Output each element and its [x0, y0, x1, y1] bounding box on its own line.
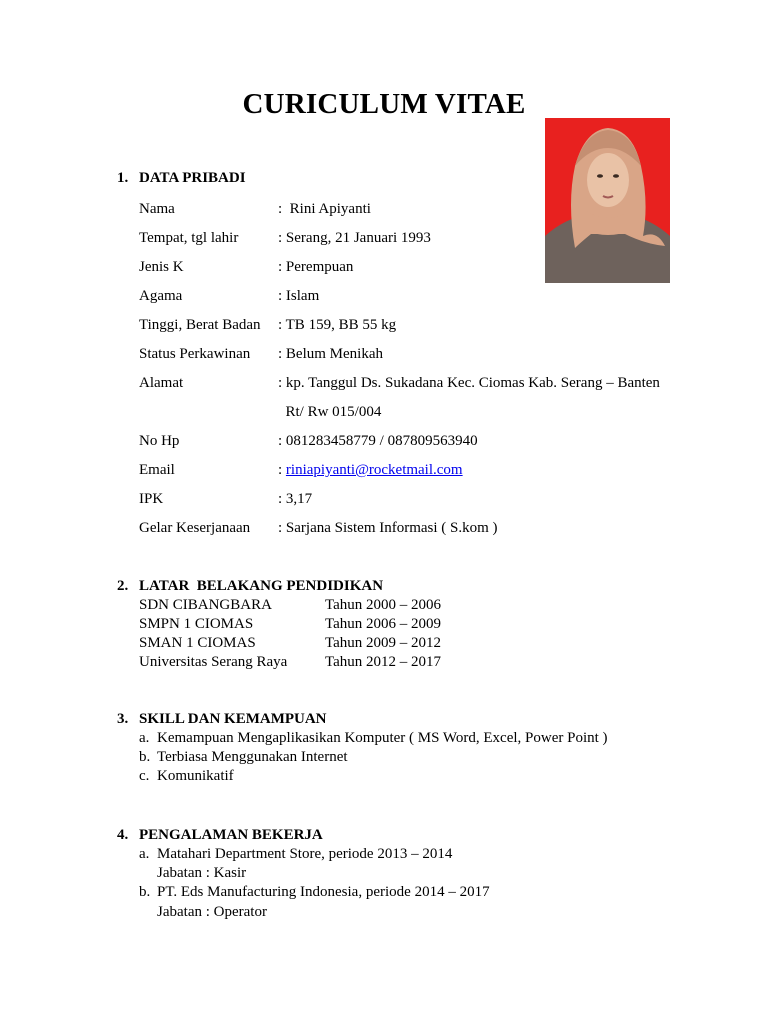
school-years: Tahun 2012 – 2017	[325, 654, 442, 670]
field-label: IPK	[139, 491, 164, 507]
field-value: : Belum Menikah	[278, 346, 383, 362]
school-name: SMPN 1 CIOMAS	[139, 616, 254, 632]
experience-role: Jabatan : Kasir	[157, 865, 247, 881]
field-value: : 3,17	[278, 491, 313, 507]
education-item	[139, 616, 442, 633]
school-years: Tahun 2009 – 2012	[325, 635, 442, 651]
field-value: : Sarjana Sistem Informasi ( S.kom )	[278, 520, 498, 536]
field-value	[278, 462, 463, 479]
field-value: : kp. Tanggul Ds. Sukadana Kec. Ciomas Kab. Serang – Banten	[278, 375, 660, 391]
field-label: Agama	[139, 288, 183, 304]
list-marker: a.	[139, 846, 150, 862]
section-heading-pengalaman: 4. PENGALAMAN BEKERJA	[117, 827, 323, 843]
school-name: Universitas Serang Raya	[139, 654, 288, 670]
field-label: Gelar Keserjanaan	[139, 520, 251, 536]
skill-text: Komunikatif	[157, 768, 234, 784]
field-value: Rt/ Rw 015/004	[278, 404, 382, 420]
education-item	[139, 654, 442, 671]
school-name: SDN CIBANGBARA	[139, 597, 272, 613]
education-item	[139, 635, 442, 652]
field-label: Nama	[139, 201, 175, 217]
experience-role: Jabatan : Operator	[157, 904, 267, 920]
experience-text: PT. Eds Manufacturing Indonesia, periode 2014 – 2017	[157, 884, 490, 900]
list-marker: b.	[139, 884, 151, 900]
email-link[interactable]: riniapiyanti@rocketmail.com	[285, 462, 463, 478]
section-heading-data-pribadi: 1. DATA PRIBADI	[117, 170, 246, 186]
field-label: Status Perkawinan	[139, 346, 251, 362]
education-item	[139, 597, 442, 614]
skill-item	[139, 749, 348, 766]
list-marker: c.	[139, 768, 150, 784]
skill-text: Terbiasa Menggunakan Internet	[157, 749, 348, 765]
school-name: SMAN 1 CIOMAS	[139, 635, 256, 651]
email-colon: :	[278, 462, 286, 478]
field-label: Alamat	[139, 375, 184, 391]
section-heading-skill: 3. SKILL DAN KEMAMPUAN	[117, 711, 327, 727]
field-label: Email	[139, 462, 175, 478]
field-label: No Hp	[139, 433, 180, 449]
profile-photo	[545, 118, 670, 283]
document-title: CURICULUM VITAE	[242, 88, 526, 120]
list-marker: a.	[139, 730, 150, 746]
field-label: Jenis K	[139, 259, 184, 275]
skill-item	[139, 730, 608, 747]
field-value: : 081283458779 / 087809563940	[278, 433, 478, 449]
field-value: : Perempuan	[278, 259, 354, 275]
school-years: Tahun 2006 – 2009	[325, 616, 442, 632]
skill-item	[139, 768, 234, 785]
section-heading-pendidikan: 2. LATAR BELAKANG PENDIDIKAN	[117, 578, 384, 594]
list-marker: b.	[139, 749, 151, 765]
field-label: Tinggi, Berat Badan	[139, 317, 261, 333]
field-label: Tempat, tgl lahir	[139, 230, 239, 246]
field-value: : Islam	[278, 288, 320, 304]
experience-item	[139, 846, 452, 863]
school-years: Tahun 2000 – 2006	[325, 597, 442, 613]
experience-item	[139, 884, 490, 901]
field-value: : TB 159, BB 55 kg	[278, 317, 397, 333]
experience-text: Matahari Department Store, periode 2013 – 2014	[157, 846, 453, 862]
skill-text: Kemampuan Mengaplikasikan Komputer ( MS Word, Excel, Power Point )	[157, 730, 608, 746]
field-value: : Serang, 21 Januari 1993	[278, 230, 431, 246]
field-value: : Rini Apiyanti	[278, 201, 371, 217]
